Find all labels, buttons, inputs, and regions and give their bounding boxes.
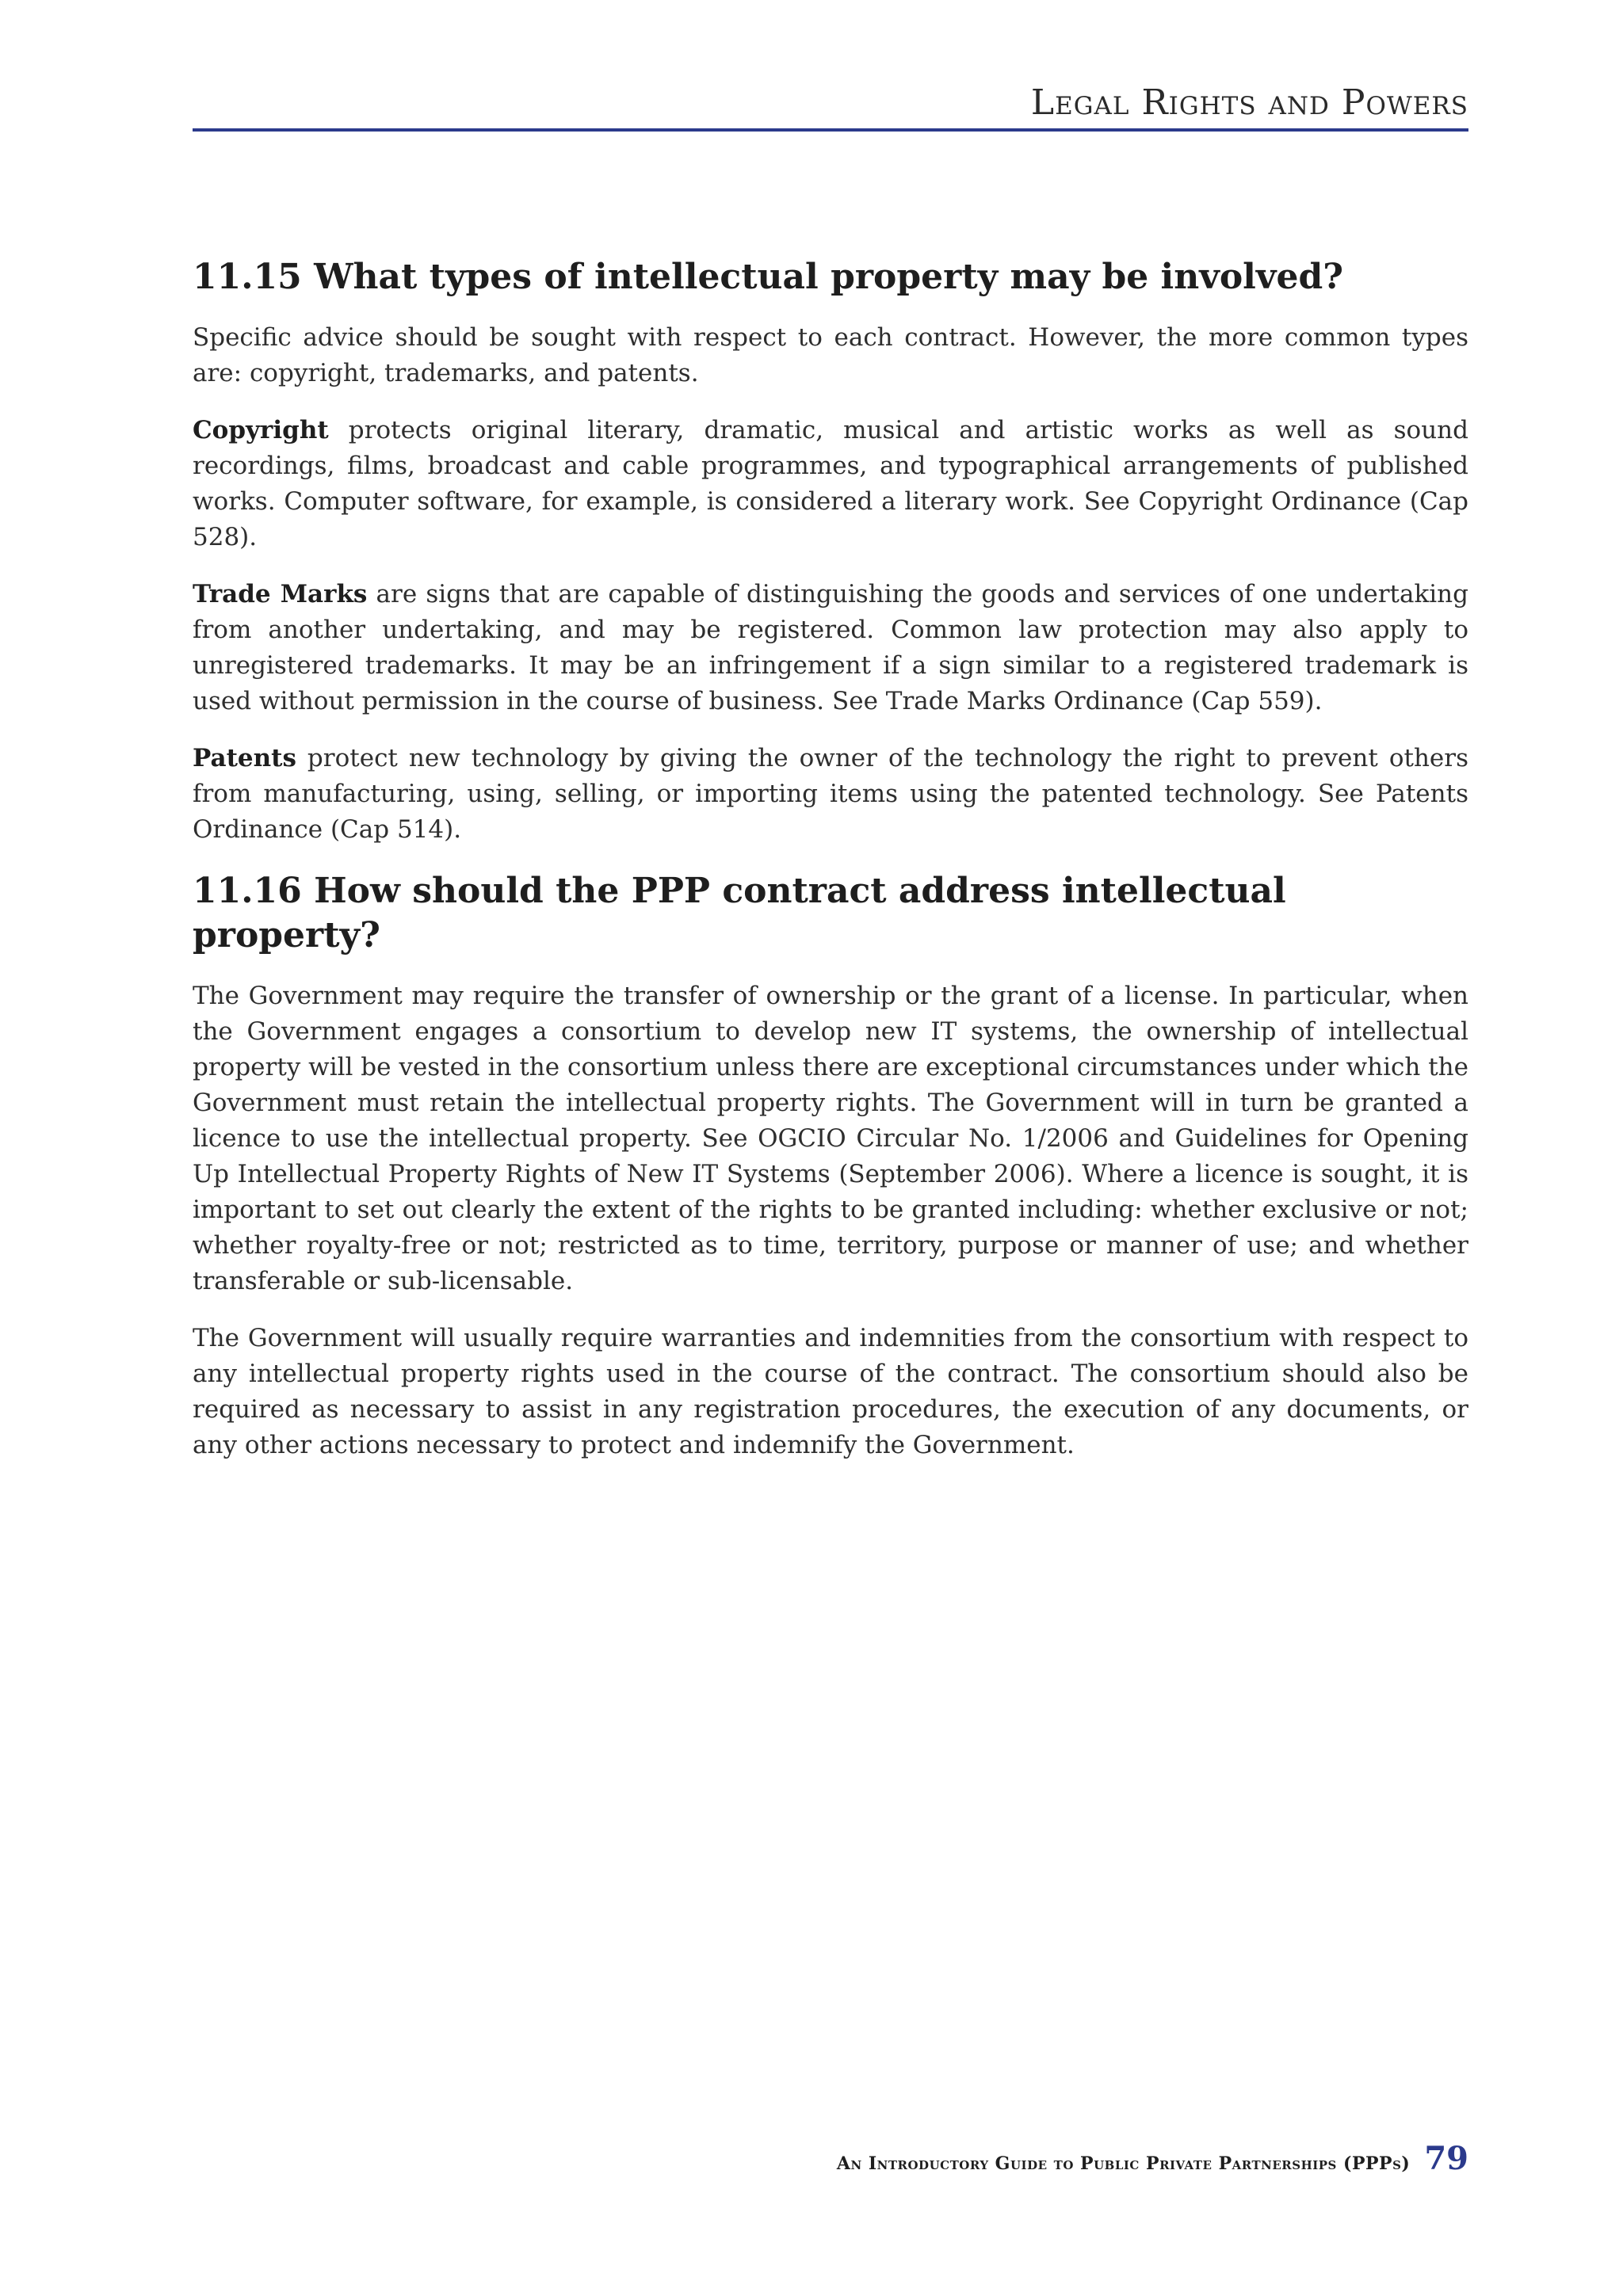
paragraph xyxy=(193,1321,1468,1463)
paragraph-text: Specific advice should be sought with respect to each contract. However, the more common types are: copyright, trademarks, and patents. xyxy=(193,323,1468,387)
page-number: 79 xyxy=(1424,2140,1468,2177)
running-header xyxy=(193,79,1468,132)
paragraph-text: are signs that are capable of distinguishing the goods and services of one undertaking from another undertaking, and may be registered. Common law protection may also apply to unregistered trademarks. It may be an infringement if a sign similar to a registered trademark is used without permission in the course of business. See Trade Marks Ordinance (Cap 559). xyxy=(193,580,1468,715)
page-footer xyxy=(193,2139,1468,2185)
paragraph-text: protect new technology by giving the owner of the technology the right to prevent others from manufacturing, using, selling, or importing items using the patented technology. See Patents Ordinance (Cap 514). xyxy=(193,744,1468,844)
term-trade-marks: Trade Marks xyxy=(193,580,368,608)
section-heading: 11.16 How should the PPP contract address intellectual property? xyxy=(193,871,1286,955)
paragraph xyxy=(193,978,1468,1299)
paragraph xyxy=(193,320,1468,391)
section-11-15 xyxy=(193,255,1468,848)
paragraph-patents xyxy=(193,741,1468,848)
term-copyright: Copyright xyxy=(193,416,329,444)
section-heading: 11.15 What types of intellectual property may be involved? xyxy=(193,257,1343,297)
paragraph-text: protects original literary, dramatic, musical and artistic works as well as sound recordings, films, broadcast and cable programmes, and typographical arrangements of published works. Computer software, for example, is considered a literary work. See Copyright Ordinance (Cap 528). xyxy=(193,416,1468,551)
running-header-title: Legal Rights and Powers xyxy=(1030,82,1468,123)
paragraph-trade-marks xyxy=(193,577,1468,719)
main-content xyxy=(193,255,1468,1485)
paragraph-text: The Government may require the transfer of ownership or the grant of a license. In particular, when the Government engages a consortium to develop new IT systems, the ownership of intellectual property will be vested in the consortium unless there are exceptional circumstances under which the Government must retain the intellectual property rights. The Government will in turn be granted a licence to use the intellectual property. See OGCIO Circular No. 1/2006 and Guidelines for Opening Up Intellectual Property Rights of New IT Systems (September 2006). Where a licence is sought, it is important to set out clearly the extent of the rights to be granted including: whether exclusive or not; whether royalty-free or not; restricted as to time, territory, purpose or manner of use; and whether transferable or sub-licensable. xyxy=(193,982,1468,1295)
paragraph-text: The Government will usually require warranties and indemnities from the consortium with respect to any intellectual property rights used in the course of the contract. The consortium should also be required as necessary to assist in any registration procedures, the execution of any documents, or any other actions necessary to protect and indemnify the Government. xyxy=(193,1324,1468,1459)
paragraph-copyright xyxy=(193,413,1468,555)
term-patents: Patents xyxy=(193,744,296,772)
footer-title: An Introductory Guide to Public Private Partnerships (PPPs) xyxy=(836,2153,1411,2174)
section-11-16 xyxy=(193,869,1468,1463)
